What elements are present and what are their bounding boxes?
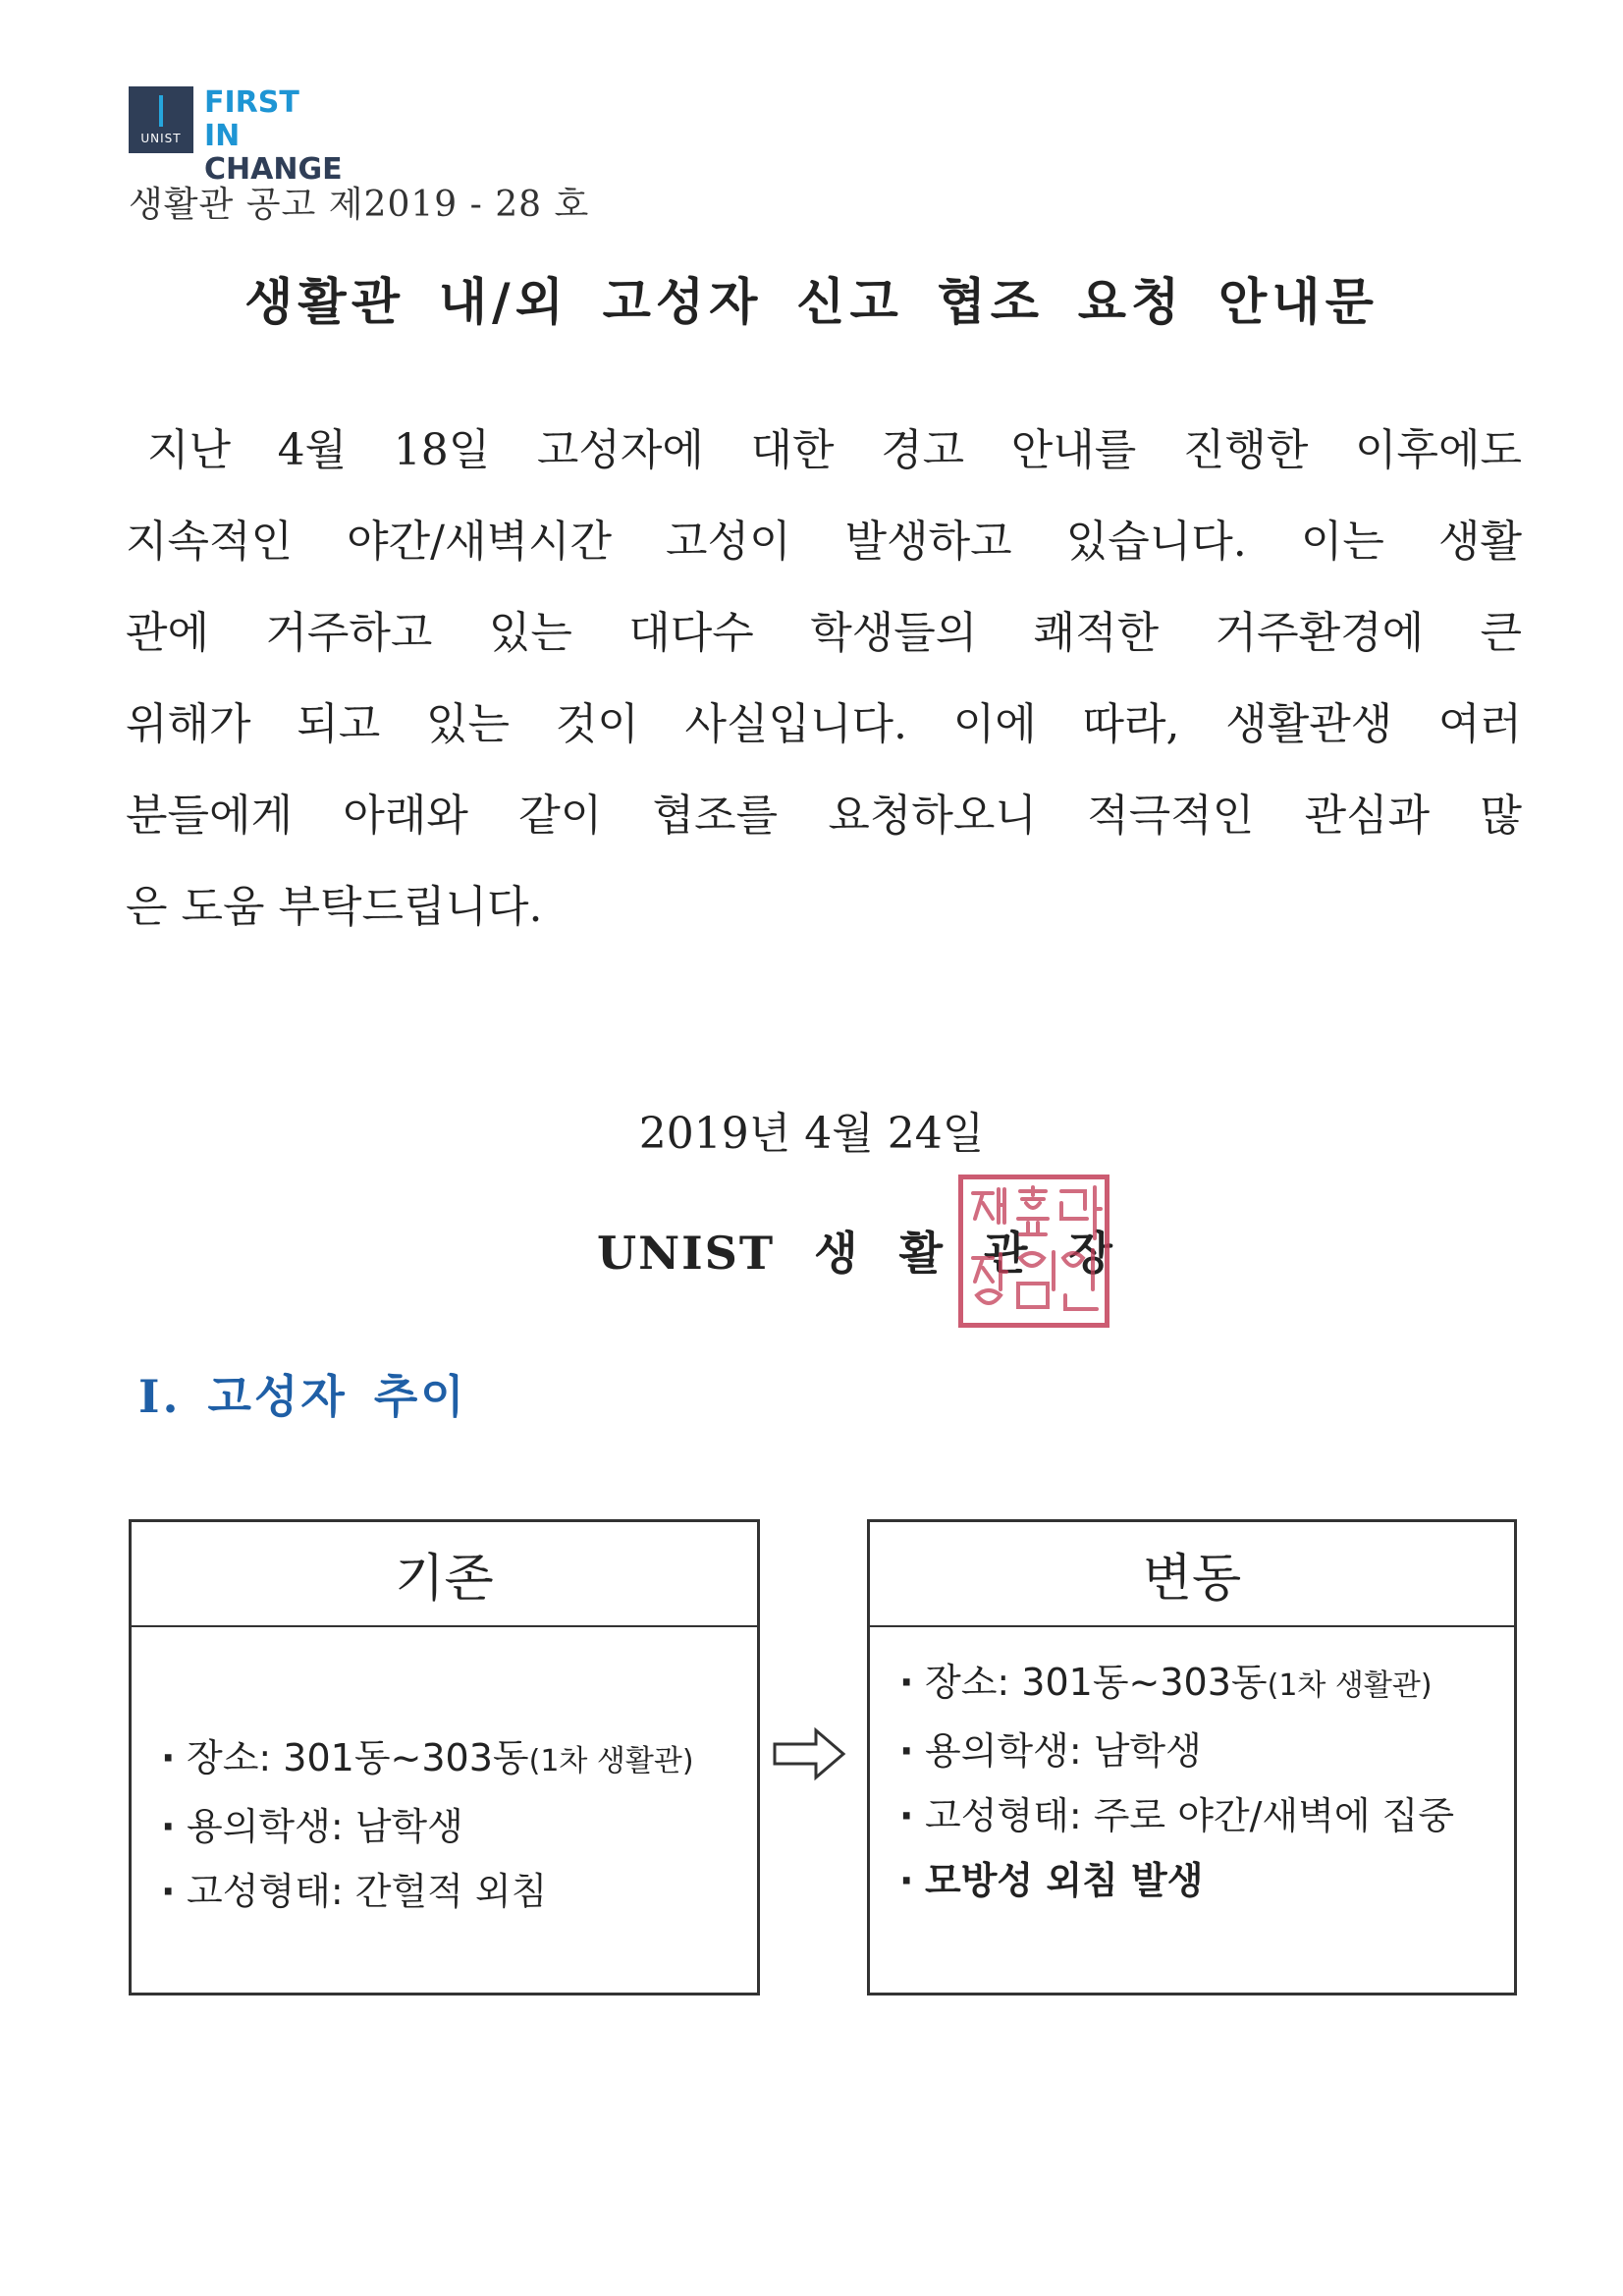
body-line: 지속적인 야간/새벽시간 고성이 발생하고 있습니다. 이는 생활	[126, 517, 1522, 567]
comparison-box-after	[867, 1519, 1517, 1995]
hollow-right-arrow-icon	[771, 1724, 849, 1783]
list-item-text: 고성형태: 간헐적 외침	[187, 1870, 548, 1913]
body-line: 은 도움 부탁드립니다.	[126, 882, 543, 932]
list-item	[890, 1783, 1498, 1848]
seal-graphic	[963, 1179, 1105, 1323]
unist-logo	[129, 85, 343, 187]
logo-slogan-line1: FIRST IN	[204, 85, 299, 153]
comparison-box-before	[129, 1519, 760, 1995]
logo-accent-bar	[159, 95, 163, 127]
body-line: 분들에게 아래와 같이 협조를 요청하오니 적극적인 관심과 많	[126, 791, 1522, 841]
logo-mark-text: UNIST	[140, 132, 182, 145]
list-item-text: 장소: 301동~303동	[187, 1736, 529, 1779]
logo-slogan-line2: CHANGE	[204, 152, 343, 187]
list-item-text: 장소: 301동~303동	[925, 1661, 1268, 1704]
list-item-text: 용의학생: 남학생	[925, 1729, 1202, 1773]
comparison-box-header: 기존	[132, 1522, 757, 1627]
list-item-text: 용의학생: 남학생	[187, 1805, 463, 1848]
list-item	[890, 1650, 1498, 1719]
list-item	[890, 1719, 1498, 1783]
comparison-box-header: 변동	[870, 1522, 1514, 1627]
list-item	[890, 1848, 1498, 1913]
official-seal-icon	[958, 1175, 1109, 1328]
signer-title: UNIST 생 활 관 장	[597, 1227, 1114, 1280]
notice-number: 생활관 공고 제2019 - 28 호	[129, 185, 590, 225]
section-heading: Ⅰ. 고성자 추이	[138, 1370, 467, 1423]
logo-slogan	[204, 86, 343, 187]
document-title: 생활관 내/외 고성자 신고 협조 요청 안내문	[244, 273, 1379, 332]
list-item	[151, 1794, 694, 1859]
list-item-text: 고성형태: 주로 야간/새벽에 집중	[925, 1794, 1455, 1837]
comparison-list	[890, 1650, 1498, 1913]
list-item-note: (1차 생활관)	[528, 1744, 694, 1778]
body-line: 관에 거주하고 있는 대다수 학생들의 쾌적한 거주환경에 큰	[126, 608, 1522, 658]
list-item	[151, 1859, 694, 1924]
issue-date: 2019년 4월 24일	[638, 1109, 985, 1159]
list-item	[151, 1725, 694, 1794]
comparison-list	[151, 1725, 694, 1924]
body-line: 위해가 되고 있는 것이 사실입니다. 이에 따라, 생활관생 여러	[126, 699, 1522, 749]
body-paragraph	[126, 405, 1522, 953]
list-item-text: 모방성 외침 발생	[925, 1859, 1204, 1902]
body-line: 지난 4월 18일 고성자에 대한 경고 안내를 진행한 이후에도	[147, 425, 1522, 475]
unist-logo-mark	[129, 86, 193, 153]
list-item-note: (1차 생활관)	[1267, 1668, 1433, 1703]
